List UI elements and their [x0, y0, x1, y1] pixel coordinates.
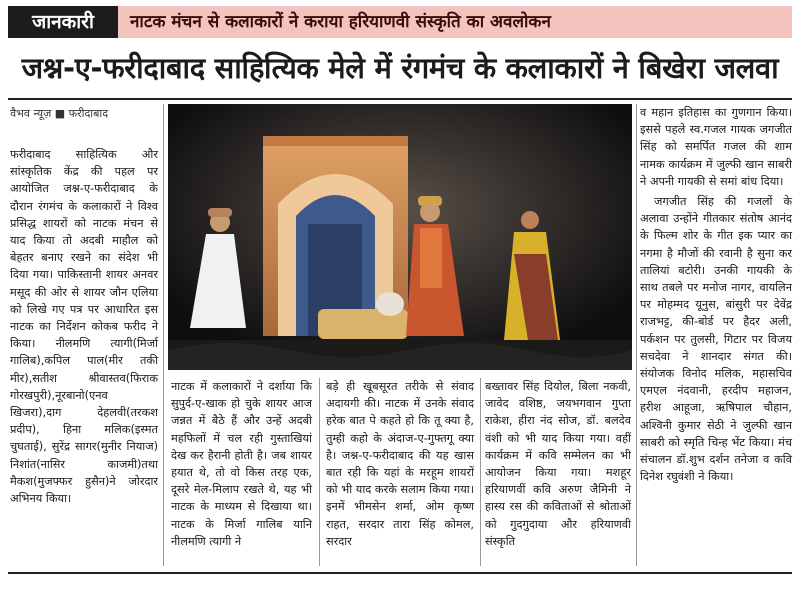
article-column-4	[485, 378, 631, 553]
article-column-3	[326, 378, 474, 553]
article-column-2	[171, 378, 312, 553]
performer-3-head	[521, 211, 539, 229]
article-column-5	[640, 104, 792, 488]
column-5-text-b: जगजीत सिंह की गजलों के अलावा उन्होंने गीतकार संतोष आनंद के फिल्म शोर के गीत इक प्यार का नगमा है मौजों की रवानी है सुना कर तालियां बटोरी। उनकी गायकी के साथ तबले पर मनोज नागर, वायलिन पर मोहम्मद यूनुस, बांसुरी पर देवेंद्र राजभट्ट, की-बोर्ड पर हैदर अली, पर्कशन पर तुलसी, गिटार पर विजय सचदेवा ने शानदार संगत की। संयोजक विनोद मलिक, महासचिव एमएल नंदवानी, हरदीप महाजन, हरीश आहूजा, ऋषिपाल चौहान, अश्विनी कुमार सेठी ने जुल्फी खान साबरी को स्मृति चिन्ह भेंट किया। मंच संचालन डॉ.शुभ दर्शन तनेजा व कवि दिनेश रघुवंशी ने किया।	[640, 195, 792, 484]
column-divider	[480, 378, 481, 566]
stage-prop-drum	[376, 292, 404, 316]
stage-performance-photo	[168, 104, 632, 370]
set-top-trim	[263, 136, 408, 146]
column-3-text: बड़े ही खूबसूरत तरीके से संवाद अदायगी की। नाटक में उनके संवाद हरेक बात पे कहते हो कि तू क्या है, तुम्ही कहो के अंदाज-ए-गुफ्तगू क्या है। जश्न-ए-फरीदाबाद की यह खास बात रही कि यहां के मरहूम शायरों को भी याद करके सलाम किया गया। इनमें भीमसेन शर्मा, ओम कृष्ण राहत, सरदार तारा सिंह कोमल, सरदार	[326, 380, 474, 548]
column-divider	[319, 378, 320, 566]
performer-1-cap	[208, 208, 232, 217]
section-banner	[8, 6, 792, 38]
article-headline: जश्न-ए-फरीदाबाद साहित्यिक मेले में रंगमंच के कलाकारों ने बिखेरा जलवा	[21, 51, 779, 85]
page-bottom-rule	[8, 572, 792, 574]
column-divider	[163, 104, 164, 566]
column-1-text: फरीदाबाद साहित्यिक और सांस्कृतिक केंद्र की पहल पर आयोजित जश्न-ए-फरीदाबाद के दौरान रंगमंच के कलाकारों ने विश्व प्रसिद्ध शायरों को नाटक मंचन से याद किया तो अदबी माहौल को बेहतर बनाए रखने का संदेश भी दिया गया। पाकिस्तानी शायर अनवर मसूद की ओर से शायर जौन एलिया को लिखे गए पत्र पर आधारित इस नाटक का निर्देशन कोकब फरीद ने किया। नीलमणि त्यागी(मिर्जा गालिब),कपिल पाल(मीर तकी मीर),सतीश श्रीवास्तव(फिराक गोरखपुरी),नूरबानो(एनव खिजरा),दाग देहलवी(तरकश प्रदीप), हिना मलिक(इस्मत चुघताई), सुरेंद्र सागर(मुनीर नियाज) निशांत(नासिर काजमी)तथा मैकश(मुजफ्फर हुसैन)ने जोरदार अभिनय किया।	[10, 148, 158, 506]
column-2-text: नाटक में कलाकारों ने दर्शाया कि सुपुर्द-ए-खाक हो चुके शायर आज जन्नत में बैठे हैं और उन्हें अदबी महफिलों में चल रही गुस्ताखियां देख कर हैरानी होती है। जब शायर हयात थे, तो वो किस तरह एक, दूसरे मेल-मिलाप रखते थे, यह भी नाटक के माध्यम से दिखाया था। नाटक के मिर्जा गालिब यानि नीलमणि त्यागी ने	[171, 380, 312, 548]
article-column-1	[10, 146, 158, 510]
section-tag: जानकारी	[8, 6, 118, 38]
section-subtitle: नाटक मंचन से कलाकारों ने कराया हरियाणवी संस्कृति का अवलोकन	[118, 6, 792, 38]
column-divider	[636, 104, 637, 566]
byline: वैभव न्यूज़ ■ फरीदाबाद	[10, 107, 109, 120]
stage-photo-illustration	[168, 104, 632, 370]
column-4-text: बख्तावर सिंह दियोल, बिला नकवी, जावेद वशिष्ठ, जयभगवान गुप्ता राकेश, हीरा नंद सोज, डॉ. बलदेव वंशी को भी याद किया गया। वहीं कार्यक्रम में कवि सम्मेलन का भी आयोजन किया गया। मशहूर हरियाणवीं कवि अरुण जैमिनी ने हास्य रस की कविताओं से श्रोताओं को गुदगुदाया और हरियाणवी संस्कृति	[485, 380, 631, 548]
performer-2-vest	[420, 228, 442, 288]
column-5-text-a: व महान इतिहास का गुणगान किया। इससे पहले स्व.गजल गायक जगजीत सिंह को समर्पित गजल की शाम नामक कार्यक्रम में जुल्फी खान साबरी ने अपनी गायकी से समां बांध दिया।	[640, 106, 792, 188]
headline-rule	[8, 98, 792, 100]
performer-2-turban	[418, 196, 442, 206]
